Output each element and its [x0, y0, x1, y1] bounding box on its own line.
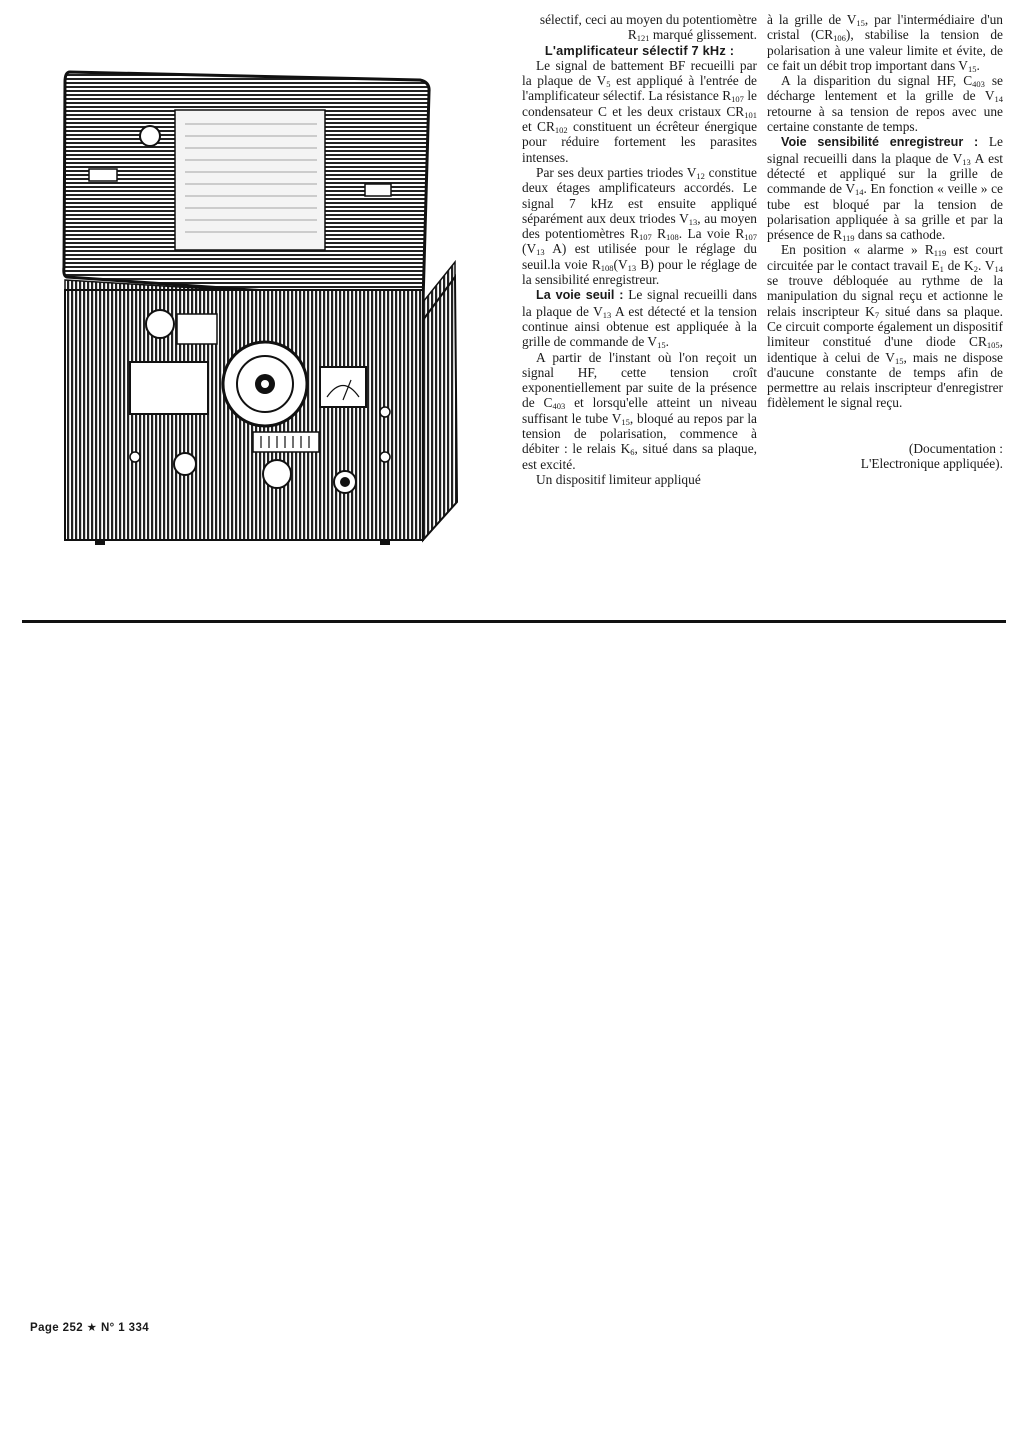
text-column-right: [767, 12, 1003, 471]
paragraph: sélectif, ceci au moyen du potentiomètre $R_{121}$ marqué glissement.: [539, 12, 757, 44]
paragraph: Un dispositif limiteur appliqué: [536, 471, 701, 487]
paragraph: A la disparition du signal HF, $C_{403}$ se décharge lentement et la grille de $V_{14}$ retourne à sa tension de repos avec une certaine constante de temps.: [767, 73, 1003, 135]
paragraph: Par ses deux parties triodes $V_{12}$ constitue deux étages amplificateurs accordés. Le signal 7 kHz est ensuite appliqué séparément aux deux triodes $V_{13}$, au moyen des potentiomètres $R_{107}$ $R_{108}$. La voie $R_{107}$ ($V_{13}$ A) est utilisée pour le réglage du seuil.la voie $R_{108}(V_{13}$ B) pour le réglage de la sensibilité enregistreur.: [522, 164, 757, 288]
text-column-left: [522, 12, 757, 487]
paragraph: à la grille de $V_{15}$, par l'intermédiaire d'un cristal $(CR_{106})$, stabilise la tension de polarisation à une valeur limite et évite, de ce fait un débit trop important dans $V_{15}$.: [767, 12, 1003, 74]
paragraph: Le signal de battement BF recueilli par la plaque de $V_5$ est appliqué à l'entrée de l'amplificateur sélectif. La résistance $R_{107}$ le condensateur C et les deux cristaux $CR_{101}$ et $CR_{102}$ constituent un écrêteur énergique pour réduire fortement les parasites intenses.: [522, 57, 758, 165]
receiver-recorder-illustration: [55, 62, 485, 552]
page-folio: Page 252 ★ N° 1 334: [30, 1322, 150, 1334]
section-heading: L'amplificateur sélectif 7 kHz :: [544, 42, 735, 58]
horizontal-rule: [22, 620, 1006, 623]
paragraph: La voie seuil : Le signal recueilli dans la plaque de $V_{13}$ A est détecté et la tension continue ainsi obtenue est appliquée à la grille de commande de $V_{15}$.: [522, 287, 758, 351]
source-credit: (Documentation : L'Electronique appliquée).: [860, 440, 1003, 472]
paragraph: Voie sensibilité enregistreur : Le signal recueilli dans la plaque de $V_{13}$ A est détecté et appliqué sur la grille de commande de $V_{14}$. En fonction « veille » ce tube est bloqué par la tension de polarisation appliquée à sa grille et par la présence de $R_{119}$ dans sa cathode.: [767, 134, 1003, 244]
paragraph: En position « alarme » $R_{119}$ est court circuitée par le contact travail $E_1$ de $K_2$. $V_{14}$ se trouve débloquée au rythme de la manipulation du signal reçu et actionne le relais inscripteur $K_7$ situé dans sa plaque. Ce circuit comporte également un dispositif limiteur constitué d'une diode $CR_{105}$, identique à celui de $V_{15}$, mais ne dispose d'aucune constante de temps afin de permettre au relais inscripteur d'enregistrer fidèlement le signal reçu.: [767, 242, 1004, 411]
paragraph: A partir de l'instant où l'on reçoit un signal HF, cette tension croît exponentiellement par suite de la présence de $C_{403}$ et lorsqu'elle atteint un niveau suffisant le tube $V_{15}$, bloqué au repos par la tension de polarisation, commence à débiter : le relais $K_6$, situé dans sa plaque, est excité.: [522, 349, 757, 472]
